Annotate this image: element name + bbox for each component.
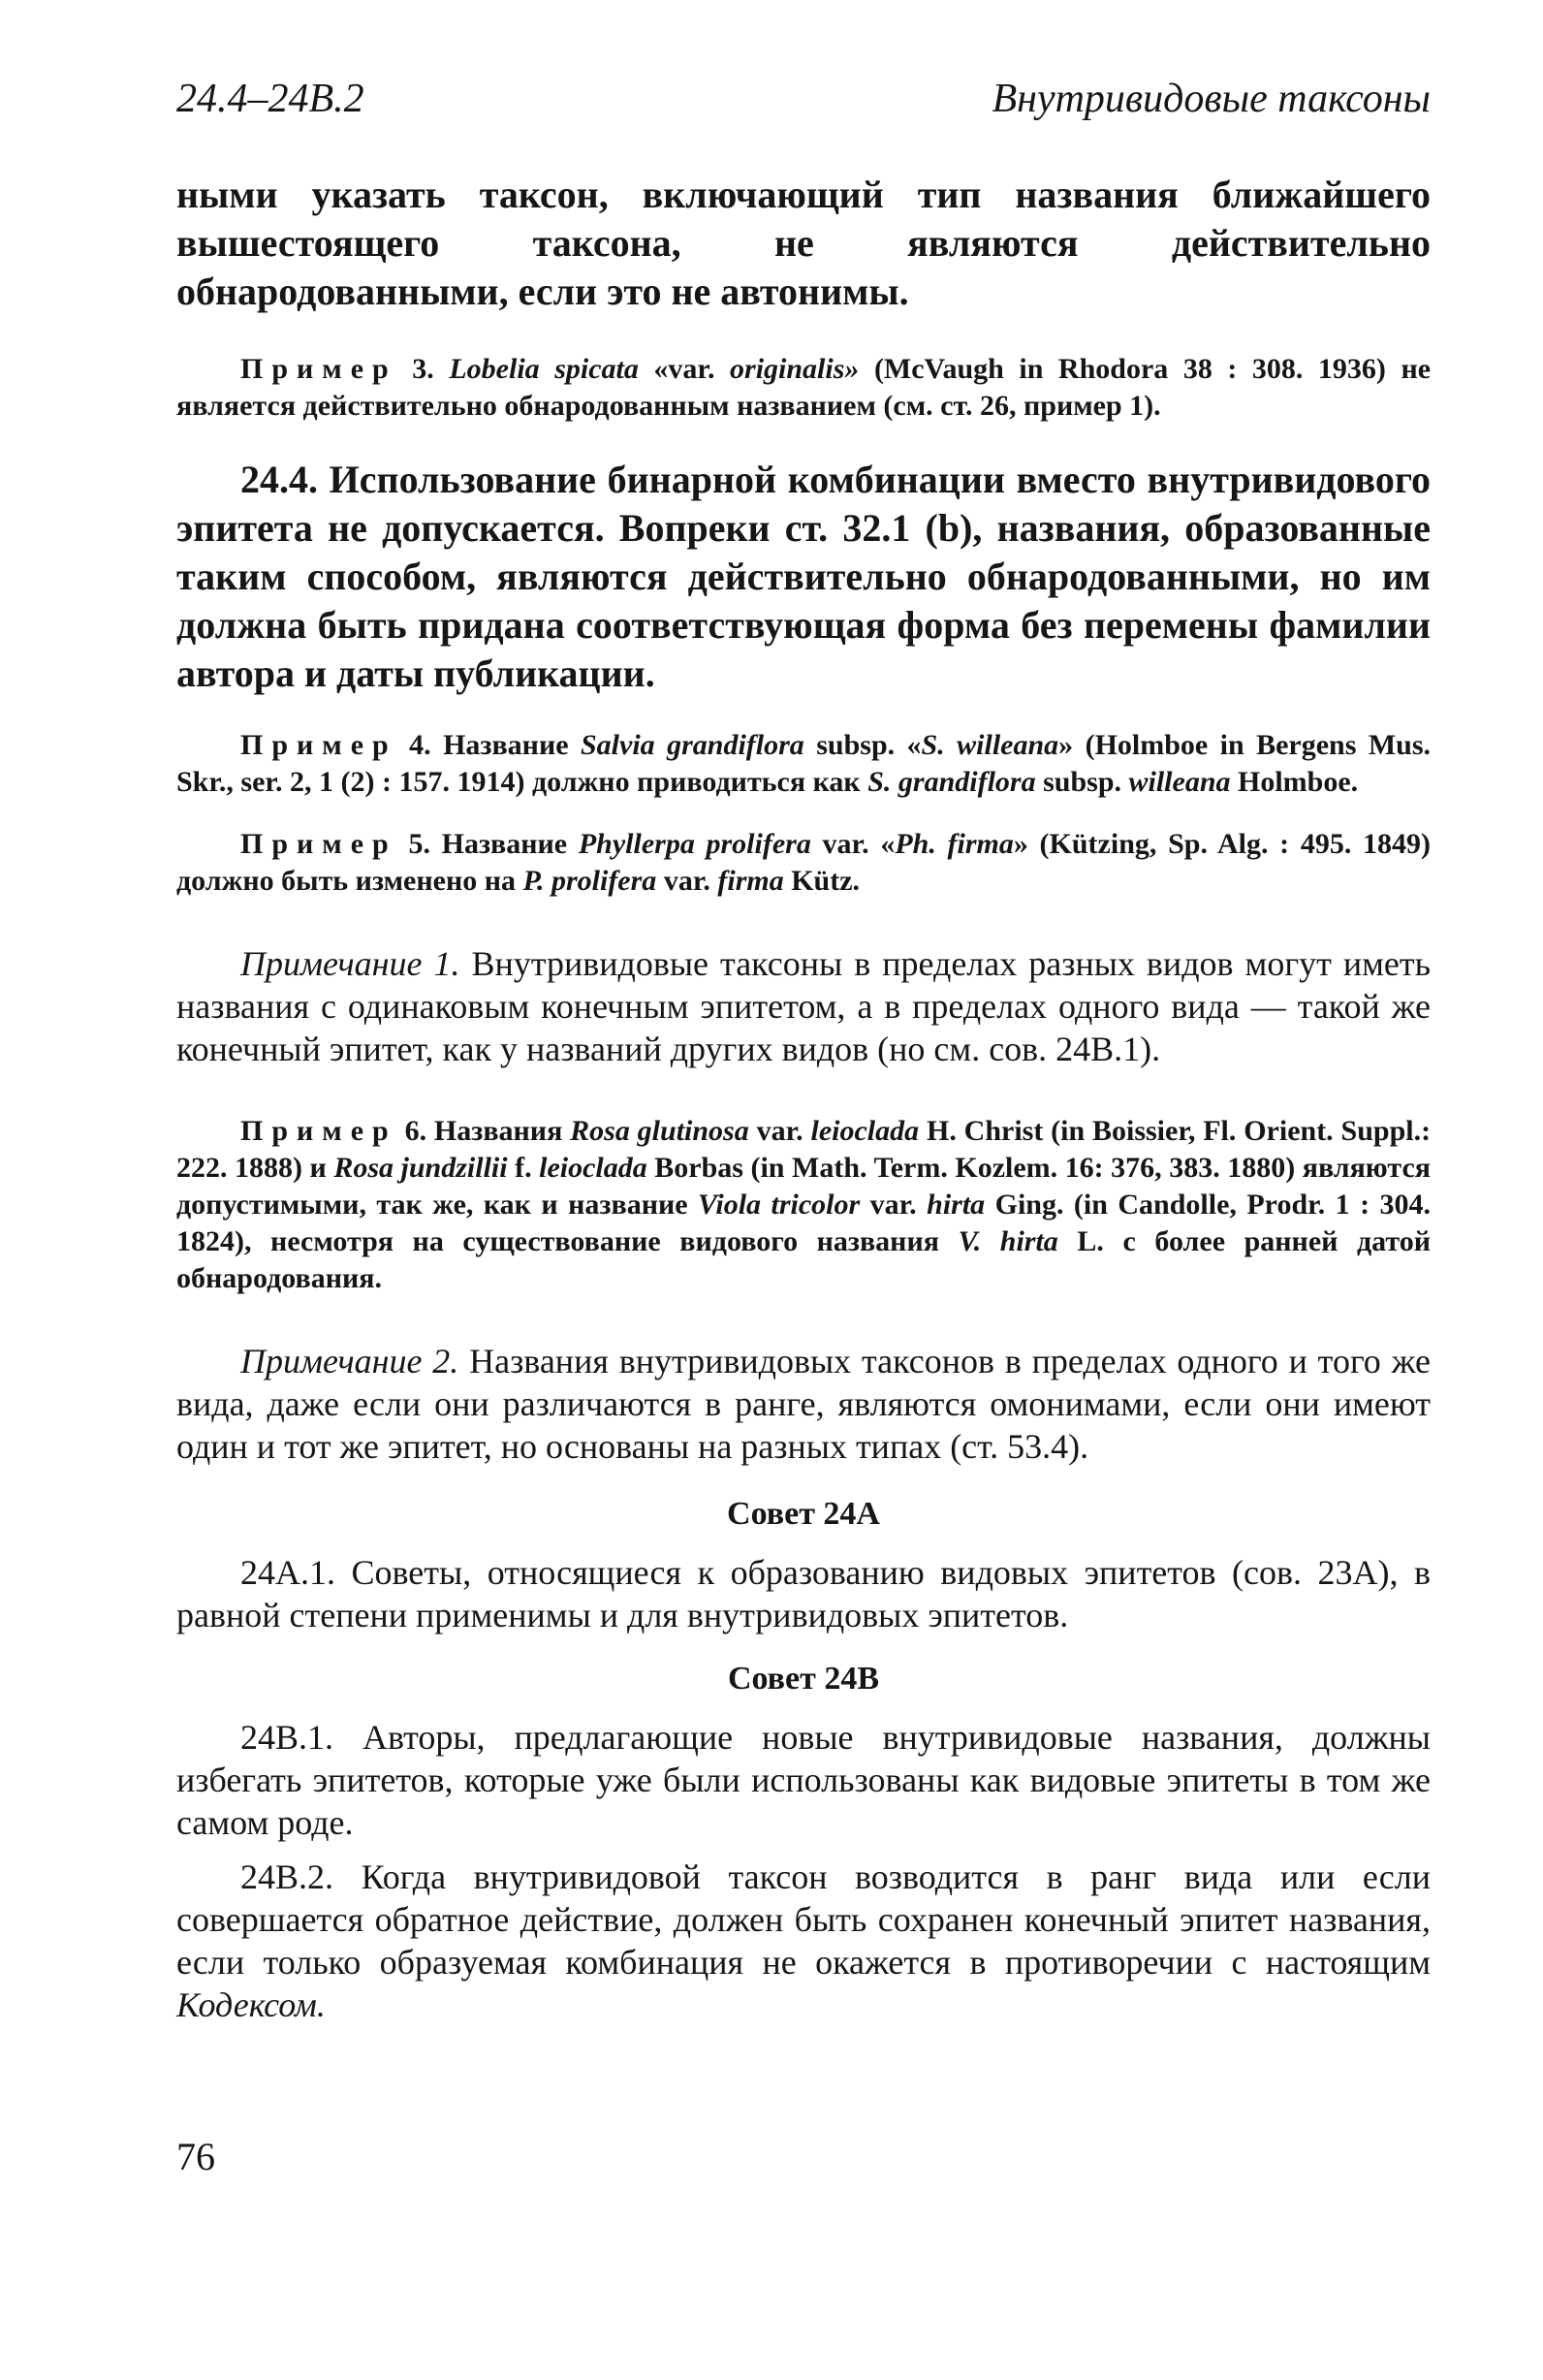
note-1: Примечание 1. Внутривидовые таксоны в пределах разных видов могут иметь названия с одинаковым конечным эпитетом, а в пределах одного вида — такой же конечный эпитет, как у названий других видов (но см. сов. 24B.1). <box>176 944 1432 1068</box>
heading-recommendation-24b: Совет 24В <box>727 1661 880 1697</box>
example-label: Пример <box>240 353 397 385</box>
example-4: Пример 4. Название Salvia grandiflora subsp. «S. willeana» (Holmboe in Bergens Mus. Skr., ser. 2, 1 (2) : 157. 1914) должно приводиться как S. grandiflora subsp. willeana Holmboe. <box>176 729 1432 798</box>
paragraph-continuation: ными указать таксон, включающий тип названия ближайшего вышестоящего таксона, не являются действительно обнародованными, если это не автонимы. <box>176 173 1431 313</box>
example-3: Пример 3. Lobelia spicata «var. originalis» (McVaugh in Rhodora 38 : 308. 1936) не является действительно обнародованным названием (см. ст. 26, пример 1). <box>176 353 1432 422</box>
note-label: Примечание 2. <box>240 1342 459 1380</box>
example-label: Пример <box>240 729 397 761</box>
header-section-range: 24.4–24B.2 <box>176 77 364 121</box>
running-header <box>176 70 1431 128</box>
example-5: Пример 5. Название Phyllerpa prolifera var. «Ph. firma» (Kützing, Sp. Alg. : 495. 1849) должно быть изменено на P. prolifera var. firma Kütz. <box>176 828 1432 897</box>
page-number: 76 <box>176 2135 215 2178</box>
example-label: Пример <box>240 828 397 860</box>
header-chapter-title: Внутривидовые таксоны <box>992 77 1431 121</box>
recommendation-24b-2: 24В.2. Когда внутривидовой таксон возводится в ранг вида или если совершается обратное действие, должен быть сохранен конечный эпитет названия, если только образуемая комбинация не окажется в противоречии с настоящим Кодексом. <box>176 1857 1431 2024</box>
example-6: Пример 6. Названия Rosa glutinosa var. leioclada H. Christ (in Boissier, Fl. Orient. Suppl.: 222. 1888) и Rosa jundzillii f. leioclada Borbas (in Math. Term. Kozlem. 16: 376, 383. 1880) являются допустимыми, так же, как и название Viola tricolor var. hirta Ging. (in Candolle, Prodr. 1 : 304. 1824), несмотря на существование видового названия V. hirta L. с более ранней датой обнародования. <box>176 1115 1432 1294</box>
note-label: Примечание 1. <box>240 944 460 983</box>
note-2: Примечание 2. Названия внутривидовых таксонов в пределах одного и того же вида, даже если они различаются в ранге, являются омонимами, если они имеют один и тот же эпитет, но основаны на разных типах (ст. 53.4). <box>176 1342 1431 1466</box>
heading-recommendation-24a: Совет 24А <box>727 1496 880 1532</box>
example-label: Пример <box>240 1115 397 1147</box>
recommendation-24b-1: 24В.1. Авторы, предлагающие новые внутривидовые названия, должны избегать эпитетов, которые уже были использованы как видовые эпитеты в том же самом роде. <box>176 1718 1431 1842</box>
recommendation-24a-1: 24А.1. Советы, относящиеся к образованию видовых эпитетов (сов. 23А), в равной степени применимы и для внутривидовых эпитетов. <box>176 1553 1431 1634</box>
page-body <box>176 171 1431 2026</box>
rule-24-4: 24.4. Использование бинарной комбинации вместо внутривидового эпитета не допускается. Вопреки ст. 32.1 (b), названия, образованные таким способом, являются действительно обнародованными, но им должна быть придана соответствующая форма без перемены фамилии автора и даты публикации. <box>176 458 1431 695</box>
